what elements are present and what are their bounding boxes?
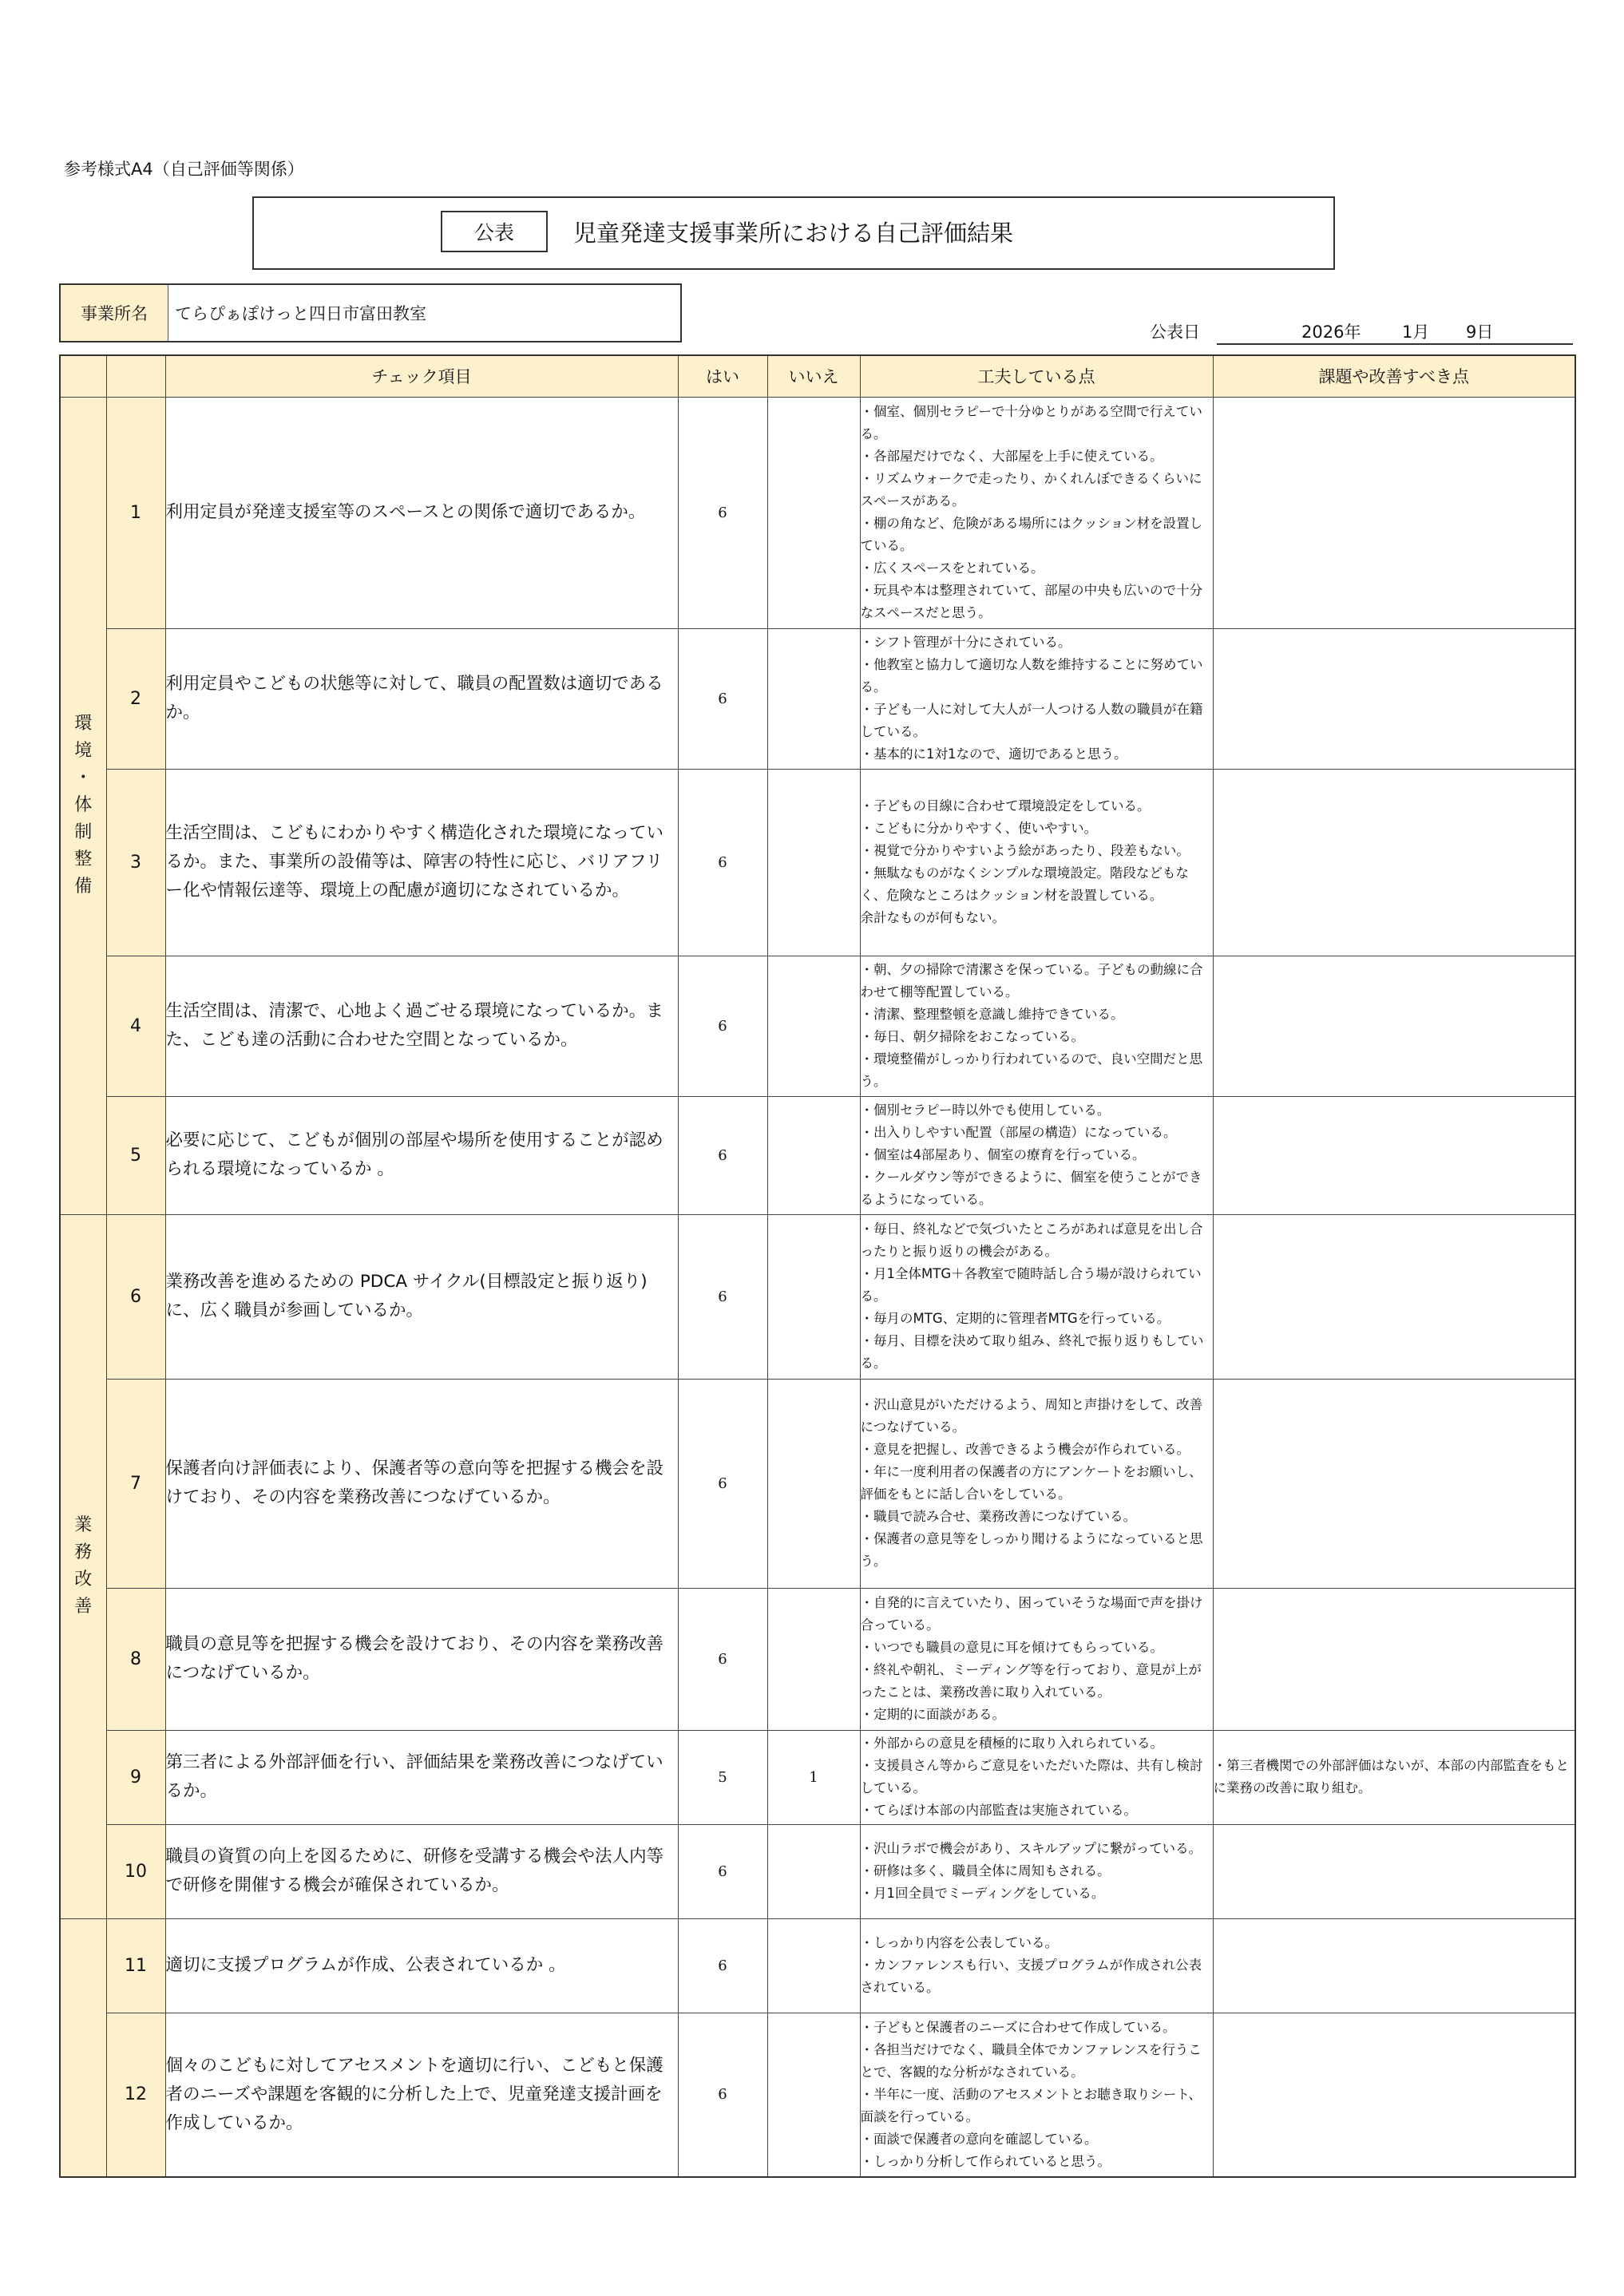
table-row: [60, 1214, 1575, 1379]
yes-count: 6: [678, 2013, 767, 2177]
check-item: 第三者による外部評価を行い、評価結果を業務改善につなげているか。: [165, 1730, 678, 1824]
publish-date-day: 9日: [1466, 323, 1494, 342]
table-row: [60, 1588, 1575, 1730]
header-yes: はい: [678, 355, 767, 397]
publish-date-month: 1月: [1402, 323, 1430, 342]
category-line: 備: [74, 877, 93, 897]
issues: [1213, 1096, 1575, 1214]
row-number: 4: [106, 956, 165, 1096]
yes-count: 6: [678, 769, 767, 956]
issues: [1213, 1588, 1575, 1730]
category-line: 整: [74, 849, 93, 869]
row-number: 6: [106, 1214, 165, 1379]
issues: [1213, 956, 1575, 1096]
no-count: [767, 628, 860, 769]
good-points: ・朝、夕の掃除で清潔さを保っている。子どもの動線に合わせて棚等配置している。 ・清潔、整理整頓を意識し維持できている。 ・毎日、朝夕掃除をおこなっている。 ・環境整備がしっかり行われているので、良い空間だと思う。: [860, 956, 1213, 1096]
check-item: 適切に支援プログラムが作成、公表されているか 。: [165, 1918, 678, 2013]
table-row: [60, 1730, 1575, 1824]
table-row: [60, 1918, 1575, 2013]
check-item: 業務改善を進めるための PDCA サイクル(目標設定と振り返り)に、広く職員が参画しているか。: [165, 1214, 678, 1379]
document-title: 児童発達支援事業所における自己評価結果: [573, 220, 1014, 247]
check-item: 生活空間は、清潔で、心地よく過ごせる環境になっているか。また、こども達の活動に合わせた空間となっているか。: [165, 956, 678, 1096]
issues: [1213, 769, 1575, 956]
category-line: 業: [74, 1515, 93, 1535]
check-item: 職員の資質の向上を図るために、研修を受講する機会や法人内等で研修を開催する機会が確保されているか。: [165, 1824, 678, 1918]
header-check-item: チェック項目: [165, 355, 678, 397]
good-points: ・個室、個別セラピーで十分ゆとりがある空間で行えている。 ・各部屋だけでなく、大部屋を上手に使えている。 ・リズムウォークで走ったり、かくれんぼできるくらいにスペースがある。 ・棚の角など、危険がある場所にはクッション材を設置している。 ・広くスペースをとれている。 ・玩具や本は整理されていて、部屋の中央も広いので十分なスペースだと思う。: [860, 397, 1213, 628]
check-item: 保護者向け評価表により、保護者等の意向等を把握する機会を設けており、その内容を業務改善につなげているか。: [165, 1379, 678, 1588]
office-name: てらぴぁぽけっと四日市富田教室: [175, 304, 426, 323]
no-count: [767, 1824, 860, 1918]
category-line: 改: [74, 1570, 93, 1589]
publish-date-label: 公表日: [1150, 323, 1200, 342]
form-label: 参考様式A4（自己評価等関係）: [64, 160, 304, 179]
check-item: 職員の意見等を把握する機会を設けており、その内容を業務改善につなげているか。: [165, 1588, 678, 1730]
yes-count: 6: [678, 1214, 767, 1379]
good-points: ・しっかり内容を公表している。 ・カンファレンスも行い、支援プログラムが作成され公表されている。: [860, 1918, 1213, 2013]
category-environment: [60, 397, 106, 1214]
yes-count: 6: [678, 1588, 767, 1730]
no-count: [767, 769, 860, 956]
row-number: 5: [106, 1096, 165, 1214]
check-item: 個々のこどもに対してアセスメントを適切に行い、こどもと保護者のニーズや課題を客観的に分析した上で、児童発達支援計画を作成しているか。: [165, 2013, 678, 2177]
check-item: 生活空間は、こどもにわかりやすく構造化された環境になっているか。また、事業所の設備等は、障害の特性に応じ、バリアフリー化や情報伝達等、環境上の配慮が適切になされているか。: [165, 769, 678, 956]
publish-date-year: 2026年: [1301, 323, 1361, 342]
good-points: ・子どもと保護者のニーズに合わせて作成している。 ・各担当だけでなく、職員全体でカンファレンスを行うことで、客観的な分析がなされている。 ・半年に一度、活動のアセスメントとお聴き取りシート、面談を行っている。 ・面談で保護者の意向を確認している。 ・しっかり分析して作られていると思う。: [860, 2013, 1213, 2177]
header-no: いいえ: [767, 355, 860, 397]
table-row: [60, 956, 1575, 1096]
good-points: ・外部からの意見を積極的に取り入れられている。 ・支援員さん等からご意見をいただいた際は、共有し検討している。 ・てらぽけ本部の内部監査は実施されている。: [860, 1730, 1213, 1824]
header-good-points: 工夫している点: [860, 355, 1213, 397]
header-number: [106, 355, 165, 397]
table-row: [60, 769, 1575, 956]
issues: [1213, 2013, 1575, 2177]
yes-count: 6: [678, 956, 767, 1096]
yes-count: 6: [678, 1379, 767, 1588]
no-count: [767, 1214, 860, 1379]
issues: [1213, 1214, 1575, 1379]
table-row: [60, 1096, 1575, 1214]
header-issues: 課題や改善すべき点: [1213, 355, 1575, 397]
office-label: 事業所名: [61, 285, 168, 341]
category-operations: [60, 1214, 106, 1918]
row-number: 11: [106, 1918, 165, 2013]
row-number: 1: [106, 397, 165, 628]
table-row: [60, 1379, 1575, 1588]
category-line: 環: [74, 714, 93, 734]
yes-count: 6: [678, 397, 767, 628]
category-line: ・: [74, 768, 93, 788]
table-row: [60, 1824, 1575, 1918]
check-item: 利用定員やこどもの状態等に対して、職員の配置数は適切であるか。: [165, 628, 678, 769]
table-row: [60, 397, 1575, 628]
issues: [1213, 397, 1575, 628]
table-header-row: [60, 355, 1575, 397]
row-number: 8: [106, 1588, 165, 1730]
office-box: [59, 283, 682, 342]
issues: [1213, 1918, 1575, 2013]
category-line: 善: [74, 1597, 93, 1617]
public-badge: 公表: [441, 211, 548, 252]
yes-count: 5: [678, 1730, 767, 1824]
category-line: 体: [74, 795, 93, 815]
row-number: 9: [106, 1730, 165, 1824]
no-count: [767, 1588, 860, 1730]
row-number: 2: [106, 628, 165, 769]
good-points: ・沢山ラボで機会があり、スキルアップに繋がっている。 ・研修は多く、職員全体に周知もされる。 ・月1回全員でミーディングをしている。: [860, 1824, 1213, 1918]
no-count: [767, 1096, 860, 1214]
check-item: 利用定員が発達支援室等のスペースとの関係で適切であるか。: [165, 397, 678, 628]
yes-count: 6: [678, 1824, 767, 1918]
good-points: ・個別セラピー時以外でも使用している。 ・出入りしやすい配置（部屋の構造）になっている。 ・個室は4部屋あり、個室の療育を行っている。 ・クールダウン等ができるように、個室を使うことができるようになっている。: [860, 1096, 1213, 1214]
row-number: 10: [106, 1824, 165, 1918]
category-support-program: [60, 1918, 106, 2177]
no-count: [767, 1918, 860, 2013]
title-box: [252, 196, 1335, 270]
issues: [1213, 1379, 1575, 1588]
issues: [1213, 1824, 1575, 1918]
row-number: 3: [106, 769, 165, 956]
no-count: [767, 956, 860, 1096]
yes-count: 6: [678, 1918, 767, 2013]
no-count: 1: [767, 1730, 860, 1824]
good-points: ・子どもの目線に合わせて環境設定をしている。 ・こどもに分かりやすく、使いやすい。 ・視覚で分かりやすいよう絵があったり、段差もない。 ・無駄なものがなくシンプルな環境設定。階段などもなく、危険なところはクッション材を設置している。 余計なものが何もない。: [860, 769, 1213, 956]
no-count: [767, 1379, 860, 1588]
no-count: [767, 397, 860, 628]
category-line: 境: [74, 741, 93, 761]
row-number: 7: [106, 1379, 165, 1588]
table-row: [60, 2013, 1575, 2177]
check-item: 必要に応じて、こどもが個別の部屋や場所を使用することが認められる環境になっているか 。: [165, 1096, 678, 1214]
good-points: ・シフト管理が十分にされている。 ・他教室と協力して適切な人数を維持することに努めている。 ・子ども一人に対して大人が一人つける人数の職員が在籍している。 ・基本的に1対1なので、適切であると思う。: [860, 628, 1213, 769]
yes-count: 6: [678, 1096, 767, 1214]
category-line: 制: [74, 822, 93, 842]
no-count: [767, 2013, 860, 2177]
good-points: ・毎日、終礼などで気づいたところがあれば意見を出し合ったりと振り返りの機会がある。 ・月1全体MTG＋各教室で随時話し合う場が設けられている。 ・毎月のMTG、定期的に管理者MTGを行っている。 ・毎月、目標を決めて取り組み、終礼で振り返りもしている。: [860, 1214, 1213, 1379]
yes-count: 6: [678, 628, 767, 769]
issues: ・第三者機関での外部評価はないが、本部の内部監査をもとに業務の改善に取り組む。: [1213, 1730, 1575, 1824]
category-line: 務: [74, 1542, 93, 1562]
good-points: ・自発的に言えていたり、困っていそうな場面で声を掛け合っている。 ・いつでも職員の意見に耳を傾けてもらっている。 ・終礼や朝礼、ミーディング等を行っており、意見が上がったことは、業務改善に取り入れている。 ・定期的に面談がある。: [860, 1588, 1213, 1730]
row-number: 12: [106, 2013, 165, 2177]
header-category: [60, 355, 106, 397]
table-row: [60, 628, 1575, 769]
issues: [1213, 628, 1575, 769]
publish-date: [1150, 319, 1573, 345]
good-points: ・沢山意見がいただけるよう、周知と声掛けをして、改善につなげている。 ・意見を把握し、改善できるよう機会が作られている。 ・年に一度利用者の保護者の方にアンケートをお願いし、評価をもとに話し合いをしている。 ・職員で読み合せ、業務改善につなげている。 ・保護者の意見等をしっかり聞けるようになっていると思う。: [860, 1379, 1213, 1588]
self-evaluation-table: [59, 354, 1576, 2178]
